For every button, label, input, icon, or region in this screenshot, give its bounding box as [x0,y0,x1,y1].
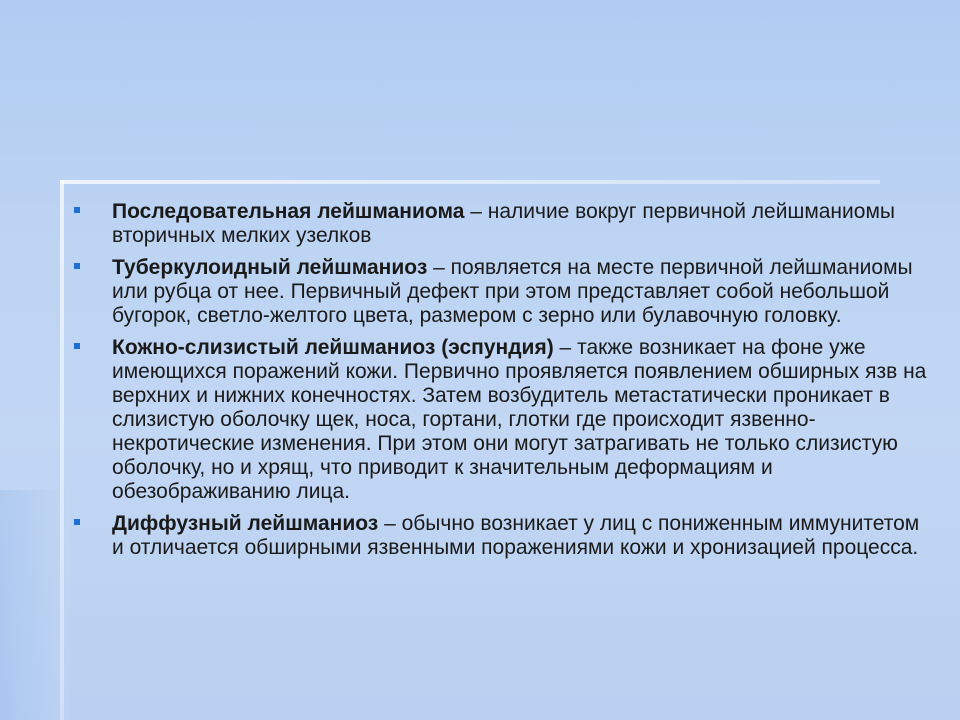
item-text: – появляется на месте первичной лейшманиомы или рубца от нее. Первичный дефект при этом представляет собой небольшой бугорок, светло-желтого цвета, размером с зерно или булавочную головку. [112,256,913,327]
item-term: Туберкулоидный лейшманиоз [112,256,428,279]
square-bullet-icon [74,519,80,525]
item-term: Кожно-слизистый лейшманиоз (эспундия) [112,336,554,359]
item-text: – также возникает на фоне уже имеющихся поражений кожи. Первично проявляется появлением обширных язв на верхних и нижних конечностях. Затем возбудитель метастатически проникает в слизистую оболочку щек, носа, гортани, глотки где происходит язвенно-некротические изменения. При этом они могут затрагивать не только слизистую оболочку, но и хрящ, что приводит к значительным деформациям и обезображиванию лица. [112,336,927,503]
square-bullet-icon [74,343,80,349]
item-text: – обычно возникает у лиц с пониженным иммунитетом и отличается обширными язвенными поражениями кожи и хронизацией процесса. [112,512,920,559]
item-text: – наличие вокруг первичной лейшманиомы вторичных мелких узелков [112,200,895,247]
list-item [72,512,932,560]
list-item [72,336,932,504]
decorative-top-line [60,180,880,184]
slide-content [72,200,932,568]
list-item [72,256,932,328]
item-term: Диффузный лейшманиоз [112,512,379,535]
square-bullet-icon [74,207,80,213]
decorative-left-line [60,180,64,720]
list-item [72,200,932,248]
square-bullet-icon [74,263,80,269]
item-term: Последовательная лейшманиома [112,200,465,223]
bullet-list [72,200,932,560]
